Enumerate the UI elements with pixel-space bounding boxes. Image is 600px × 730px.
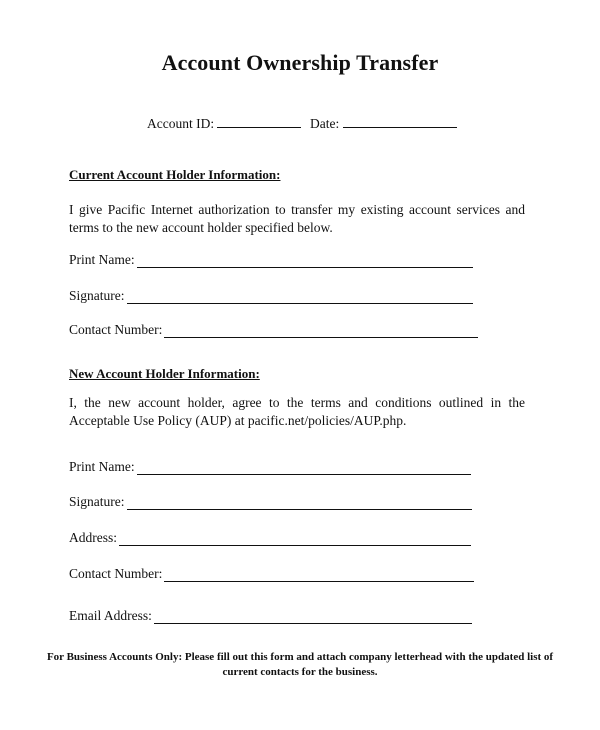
current-print-name-row [69,252,473,268]
current-contact-number-row [69,322,478,338]
current-signature-label: Signature: [69,288,125,303]
date-label: Date: [310,116,340,131]
new-holder-paragraph: I, the new account holder, agree to the terms and conditions outlined in the Acceptable Use Policy (AUP) at pacific.net/policies/AUP.php. [69,395,525,428]
current-print-name-label: Print Name: [69,252,135,267]
new-address-field[interactable] [119,533,471,546]
current-holder-paragraph: I give Pacific Internet authorization to transfer my existing account services and terms to the new account holder specified below. [69,202,525,235]
new-address-row [69,530,471,546]
new-print-name-label: Print Name: [69,459,135,474]
new-signature-label: Signature: [69,494,125,509]
new-contact-number-row [69,566,474,582]
new-contact-number-field[interactable] [164,569,474,582]
current-contact-number-field[interactable] [164,325,478,338]
account-id-row [147,114,301,132]
date-field[interactable] [343,114,457,128]
new-print-name-field[interactable] [137,462,471,475]
new-email-address-row [69,608,472,624]
new-email-address-field[interactable] [154,611,472,624]
account-id-field[interactable] [217,114,301,128]
new-signature-row [69,494,472,510]
new-address-label: Address: [69,530,117,545]
new-email-address-label: Email Address: [69,608,152,623]
current-holder-heading: Current Account Holder Information: [69,167,281,182]
new-signature-field[interactable] [127,497,472,510]
new-contact-number-label: Contact Number: [69,566,163,581]
date-row [310,114,457,132]
account-id-label: Account ID: [147,116,215,131]
current-signature-field[interactable] [127,291,473,304]
current-print-name-field[interactable] [137,255,473,268]
business-accounts-note: For Business Accounts Only: Please fill out this form and attach company letterhead with the updated list of current contacts for the business. [46,651,554,678]
new-holder-heading: New Account Holder Information: [69,366,260,381]
document-title: Account Ownership Transfer [161,50,439,75]
new-print-name-row [69,459,471,475]
current-contact-number-label: Contact Number: [69,322,163,337]
current-signature-row [69,288,473,304]
